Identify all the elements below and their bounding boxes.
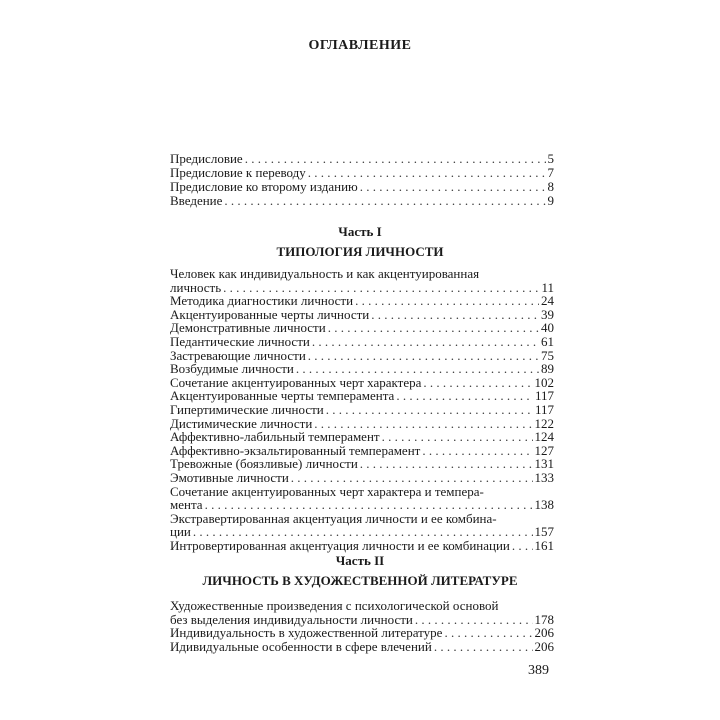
toc-entry-title: Методика диагностики личности	[170, 293, 354, 309]
toc-entry	[170, 180, 554, 194]
toc-entry-title: Гипертимические личности	[170, 401, 324, 417]
dot-leader	[224, 194, 545, 208]
toc-entry-title: Тревожные (боязливые) личности	[170, 456, 358, 472]
toc-entry-title: Эмотивные личности	[170, 469, 289, 485]
toc-entry-page: 75	[541, 347, 554, 363]
toc-entry-page: 206	[534, 638, 554, 654]
toc-entry	[170, 281, 554, 295]
part-2-toc-list	[170, 599, 554, 653]
dot-leader	[193, 525, 533, 539]
dot-leader	[312, 335, 539, 349]
toc-entry-page: 157	[534, 524, 554, 540]
dot-leader	[291, 471, 533, 485]
page-number: 389	[528, 663, 549, 678]
toc-entry-title: Возбудимые личности	[170, 361, 294, 377]
toc-entry	[170, 444, 554, 458]
toc-entry	[170, 194, 554, 208]
dot-leader	[326, 403, 533, 417]
dot-leader	[444, 626, 532, 640]
page-title: ОГЛАВЛЕНИЕ	[308, 38, 412, 53]
toc-entry	[170, 471, 554, 485]
toc-entry-page: 133	[534, 469, 554, 485]
toc-entry-page: 24	[541, 293, 554, 309]
toc-entry	[170, 335, 554, 349]
part-2-title: ЛИЧНОСТЬ В ХУДОЖЕСТВЕННОЙ ЛИТЕРАТУРЕ	[202, 573, 518, 588]
toc-entry	[170, 389, 554, 403]
toc-entry-page: 7	[547, 165, 554, 180]
part-1-toc-list	[170, 267, 554, 552]
toc-entry-title: личность	[170, 279, 222, 295]
toc-entry	[170, 613, 554, 627]
toc-entry-page: 127	[534, 442, 554, 458]
toc-entry-page: 9	[547, 193, 554, 208]
toc-entry-first-line: Художественные произведения с психологической основой	[170, 598, 499, 613]
toc-entry-first-line: Человек как индивидуальность и как акцентуированная	[170, 266, 480, 281]
toc-entry-title: Сочетание акцентуированных черт характера	[170, 374, 422, 390]
toc-entry	[170, 430, 554, 444]
toc-entry-page: 161	[534, 537, 554, 553]
toc-entry-title: Предисловие	[170, 151, 243, 166]
toc-entry	[170, 498, 554, 512]
dot-leader	[434, 640, 533, 654]
dot-leader	[314, 417, 532, 431]
toc-entry-title: Интровертированная акцентуация личности и ее комбинации	[170, 537, 510, 553]
toc-entry-title: Введение	[170, 193, 223, 208]
toc-entry-title: Аффективно-экзальтированный темперамент	[170, 442, 421, 458]
dot-leader	[223, 281, 539, 295]
toc-entry	[170, 525, 554, 539]
dot-leader	[355, 294, 539, 308]
toc-entry-page: 89	[541, 361, 554, 377]
toc-entry-page: 5	[547, 151, 554, 166]
dot-leader	[360, 180, 546, 194]
toc-entry-page: 122	[534, 415, 554, 431]
toc-entry	[170, 539, 554, 553]
toc-entry	[170, 321, 554, 335]
dot-leader	[360, 457, 533, 471]
toc-entry-page: 39	[541, 306, 554, 322]
toc-entry-title: Аффективно-лабильный темперамент	[170, 429, 380, 445]
toc-entry	[170, 626, 554, 640]
toc-entry	[170, 294, 554, 308]
part-1-title: ТИПОЛОГИЯ ЛИЧНОСТИ	[276, 244, 444, 259]
toc-entry	[170, 308, 554, 322]
toc-entry	[170, 417, 554, 431]
toc-entry-title: Предисловие к переводу	[170, 165, 306, 180]
toc-entry-title: Предисловие ко второму изданию	[170, 179, 358, 194]
toc-entry-title: Демонстративные личности	[170, 320, 326, 336]
toc-entry-first-line: Сочетание акцентуированных черт характера и темпера-	[170, 483, 484, 499]
dot-leader	[296, 362, 539, 376]
dot-leader	[328, 321, 539, 335]
toc-entry-page: 40	[541, 320, 554, 336]
toc-entry-page: 8	[547, 179, 554, 194]
front-matter-list	[170, 152, 554, 208]
toc-entry-title: без выделения индивидуальности личности	[170, 611, 413, 627]
toc-entry-title: Индивидуальность в художественной литературе	[170, 625, 443, 641]
toc-entry	[170, 376, 554, 390]
dot-leader	[415, 613, 533, 627]
toc-entry	[170, 349, 554, 363]
toc-entry-page: 11	[541, 279, 554, 295]
part-2-label: Часть II	[335, 553, 385, 568]
dot-leader	[371, 308, 539, 322]
dot-leader	[396, 389, 533, 403]
toc-entry	[170, 457, 554, 471]
dot-leader	[245, 152, 546, 166]
dot-leader	[308, 166, 546, 180]
toc-entry-first-line: Экстравертированная акцентуация личности и ее комбина-	[170, 510, 497, 526]
toc-entry-page: 117	[534, 388, 554, 404]
toc-entry-title: Застревающие личности	[170, 347, 306, 363]
dot-leader	[205, 498, 533, 512]
toc-entry-page: 206	[534, 625, 554, 641]
dot-leader	[422, 444, 532, 458]
toc-entry-title: Дистимические личности	[170, 415, 313, 431]
toc-entry	[170, 403, 554, 417]
toc-entry-page: 102	[534, 374, 554, 390]
toc-entry-page: 124	[534, 429, 554, 445]
toc-entry-page: 131	[534, 456, 554, 472]
dot-leader	[308, 349, 539, 363]
dot-leader	[423, 376, 532, 390]
toc-entry	[170, 362, 554, 376]
toc-entry-title: мента	[170, 497, 203, 513]
toc-entry-page: 178	[534, 611, 554, 627]
dot-leader	[512, 539, 533, 553]
dot-leader	[382, 430, 533, 444]
toc-entry-title: Педантические личности	[170, 333, 310, 349]
toc-entry	[170, 640, 554, 654]
toc-entry-title: Акцентуированные черты темперамента	[170, 388, 395, 404]
toc-entry-page: 138	[534, 497, 554, 513]
toc-entry-title: ции	[170, 524, 191, 540]
toc-entry-title: Акцентуированные черты личности	[170, 306, 370, 322]
toc-entry-page: 117	[534, 401, 554, 417]
toc-entry	[170, 152, 554, 166]
toc-entry-title: Идивидуальные особенности в сфере влечений	[170, 638, 432, 654]
toc-entry-page: 61	[541, 333, 554, 349]
part-1-label: Часть I	[338, 224, 382, 239]
toc-entry	[170, 166, 554, 180]
